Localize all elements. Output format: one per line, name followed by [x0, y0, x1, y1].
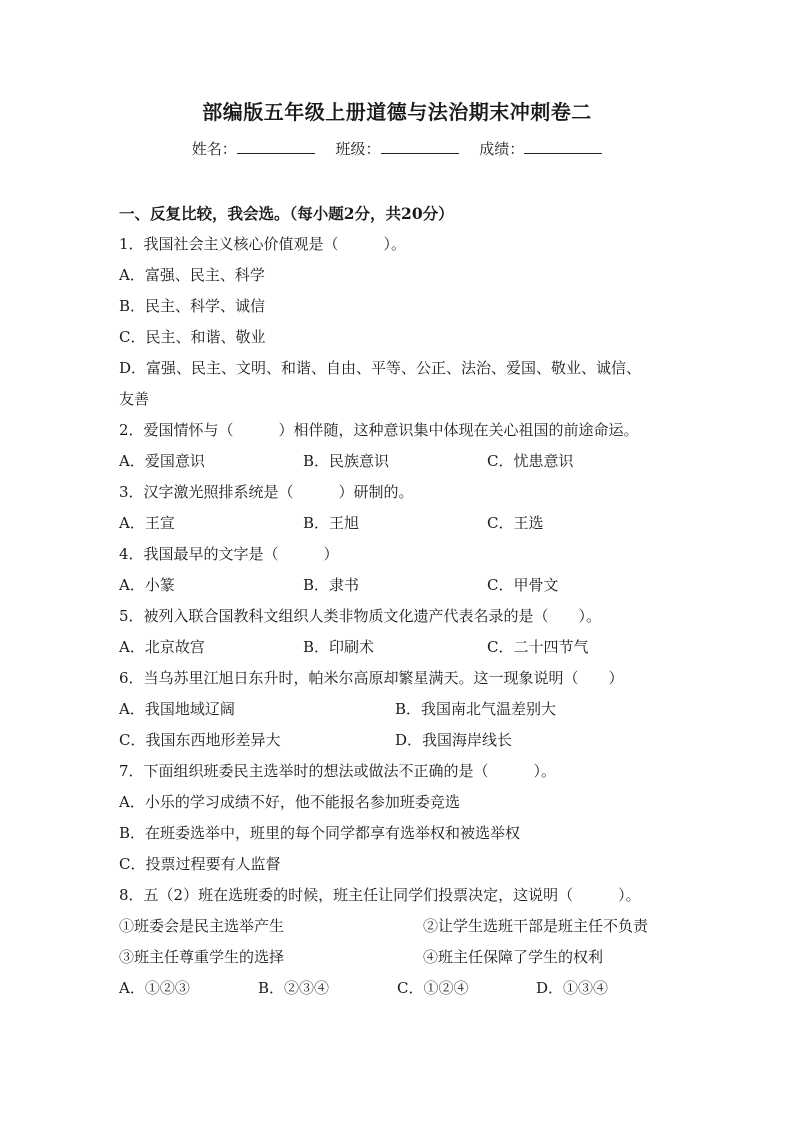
question-stem: 6．当乌苏里江旭日东升时，帕米尔高原却繁星满天。这一现象说明（ ）	[119, 669, 624, 687]
option-a: A．北京故宫	[119, 638, 205, 656]
option-a: A．小篆	[119, 576, 175, 594]
option-b: B．在班委选举中，班里的每个同学都享有选举权和被选举权	[119, 824, 521, 842]
option-c: C．甲骨文	[487, 576, 559, 594]
score-label: 成绩：	[479, 140, 525, 158]
option-a: A．爱国意识	[119, 452, 205, 470]
question-stem: 4．我国最早的文字是（ ）	[119, 545, 339, 563]
student-info-row	[0, 138, 794, 159]
class-field	[335, 138, 458, 159]
statement-3: ③班主任尊重学生的选择	[119, 948, 285, 966]
option-a: A．富强、民主、科学	[119, 266, 265, 284]
name-field	[192, 138, 315, 159]
option-c: C．二十四节气	[487, 638, 589, 656]
option-d: D．①③④	[536, 979, 609, 997]
question-stem: 8．五（2）班在选班委的时候，班主任让同学们投票决定，这说明（ ）。	[119, 886, 641, 904]
option-c: C．忧患意识	[487, 452, 574, 470]
section-heading: 一、反复比较，我会选。（每小题2分，共20分）	[119, 204, 454, 223]
name-label: 姓名：	[191, 140, 237, 158]
option-a: A．①②③	[119, 979, 190, 997]
options-row	[119, 694, 679, 725]
statement-2: ②让学生选班干部是班主任不负责	[423, 917, 649, 935]
options-row	[119, 973, 679, 1004]
question-stem: 2．爱国情怀与（ ）相伴随，这种意识集中体现在关心祖国的前途命运。	[119, 421, 639, 439]
question-list	[119, 198, 679, 1004]
score-field	[479, 138, 602, 159]
option-b: B．隶书	[303, 576, 360, 594]
options-row	[119, 725, 679, 756]
option-c: C．王选	[487, 514, 544, 532]
option-b: B．王旭	[303, 514, 360, 532]
options-row	[119, 508, 679, 539]
score-blank	[524, 141, 602, 154]
statements-row	[119, 942, 679, 973]
option-a: A．王宣	[119, 514, 175, 532]
option-d-continued: 友善	[119, 390, 150, 408]
class-blank	[381, 141, 459, 154]
option-d: D．我国海岸线长	[395, 731, 513, 749]
options-row	[119, 446, 679, 477]
option-a: A．小乐的学习成绩不好，他不能报名参加班委竞选	[119, 793, 460, 811]
statements-row	[119, 911, 679, 942]
name-blank	[237, 141, 315, 154]
statement-1: ①班委会是民主选举产生	[119, 917, 285, 935]
option-c: C．我国东西地形差异大	[119, 731, 281, 749]
option-c: C．民主、和谐、敬业	[119, 328, 266, 346]
options-row	[119, 632, 679, 663]
option-b: B．印刷术	[303, 638, 375, 656]
class-label: 班级：	[335, 140, 381, 158]
option-a: A．我国地域辽阔	[119, 700, 235, 718]
option-c: C．①②④	[397, 979, 469, 997]
option-b: B．我国南北气温差别大	[395, 700, 557, 718]
question-stem: 5．被列入联合国教科文组织人类非物质文化遗产代表名录的是（ ）。	[119, 607, 602, 625]
question-stem: 3．汉字激光照排系统是（ ）研制的。	[119, 483, 414, 501]
option-c: C．投票过程要有人监督	[119, 855, 281, 873]
statement-4: ④班主任保障了学生的权利	[423, 948, 604, 966]
exam-title: 部编版五年级上册道德与法治期末冲刺卷二	[202, 100, 592, 124]
question-stem: 7．下面组织班委民主选举时的想法或做法不正确的是（ ）。	[119, 762, 557, 780]
option-b: B．民族意识	[303, 452, 390, 470]
options-row	[119, 570, 679, 601]
option-b: B．②③④	[258, 979, 330, 997]
question-stem: 1．我国社会主义核心价值观是（ ）。	[119, 235, 407, 253]
option-b: B．民主、科学、诚信	[119, 297, 266, 315]
option-d: D．富强、民主、文明、和谐、自由、平等、公正、法治、爱国、敬业、诚信、	[119, 359, 642, 377]
